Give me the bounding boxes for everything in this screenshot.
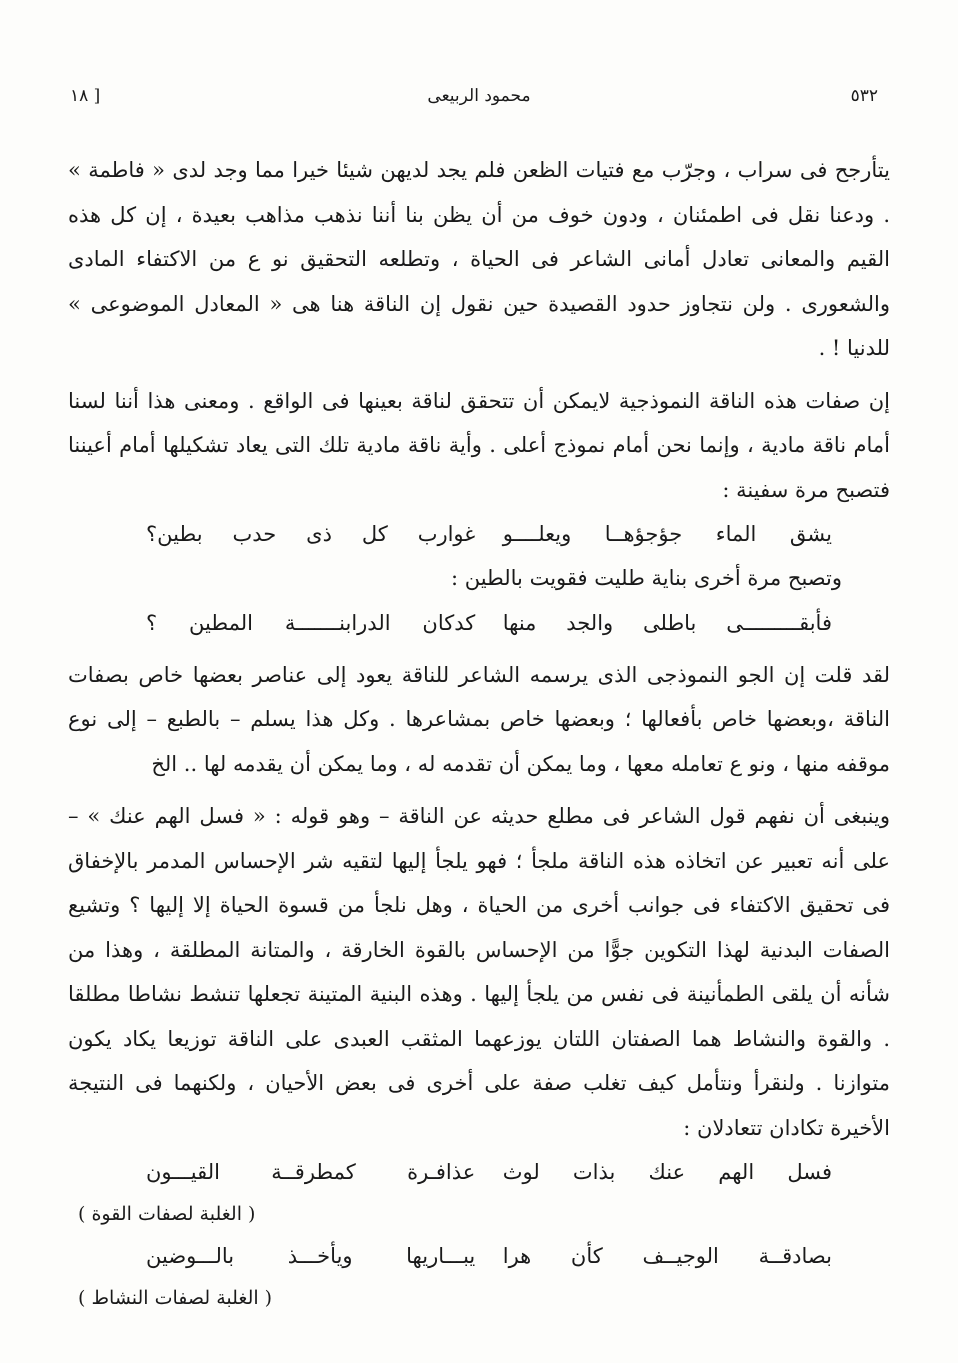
section-mark: [ ١٨ xyxy=(70,86,101,106)
verse-first-hemistich: يشق الماء جؤجؤهــا ويعلــــو xyxy=(502,522,832,546)
verse-first-hemistich: فأبقـــــــــى باطلى والجد منها xyxy=(502,610,832,635)
verse-first-hemistich: فسل الهم عنك بذات لوث xyxy=(502,1160,832,1184)
verse-note xyxy=(68,1278,890,1318)
paragraph: وينبغى أن نفهم قول الشاعر فى مطلع حديثه عن الناقة – وهو قوله : « فسل الهم عنك » – على أنه تعبير عن اتخاذه هذه الناقة ملجأ ؛ فهو يلجأ إليها لتقيه شر الإحساس المدمر بالإخفاق فى تحقيق الاكتفاء فى جوانب أخرى من الحياة ، وهل نلجأ من قسوة الحياة إلا إليها ؟ وتشيع الصفات البدنية لهذا التكوين جوًّا من الإحساس بالقوة الخارقة ، والمتانة المطلقة ، وهذا من شأنه أن يلقى الطمأنينة فى نفس من يلجأ إليها . وهذه البنية المتينة تجعلها تنشط نشاطا مطلقا . والقوة والنشاط هما الصفتان اللتان يوزعهما المثقب العبدى على الناقة توزيعا يكاد يكون متوازنا . ولنقرأ ونتأمل كيف تغلب صفة على أخرى فى بعض الأحيان ، ولكنهما فى النتيجة الأخيرة تكادان تتعادلان : xyxy=(68,804,890,1140)
running-header xyxy=(70,86,888,116)
verse-line xyxy=(68,512,890,556)
verse-note xyxy=(68,1194,890,1234)
verse-second-hemistich: غوارب كل ذى حدب بطين؟ xyxy=(146,522,476,546)
page-body xyxy=(68,148,890,1318)
verse-note-text: ( الغلبة لصفات القوة ) xyxy=(78,1203,256,1225)
verse-first-hemistich: بصادقــة الوجيــف كأن هرا xyxy=(502,1244,832,1268)
paragraph: لقد قلت إن الجو النموذجى الذى يرسمه الشاعر للناقة يعود إلى عناصر بعضها خاص بصفات الناقة ،وبعضها خاص بأفعالها ؛ وبعضها خاص بمشاعرها . وكل هذا يسلم – بالطبع – إلى نوع موقفه منها ، ونو ع تعامله معها ، وما يمكن أن تقدمه له ، وما يمكن أن يقدمه لها .. الخ xyxy=(68,662,890,776)
paragraph: وتصبح مرة أخرى بناية طليت فقويت بالطين : xyxy=(450,566,842,590)
verse-second-hemistich: يبـــاريها ويأخـــذ بالـــوضين xyxy=(146,1244,476,1268)
verse-line xyxy=(68,1150,890,1194)
verse-line xyxy=(68,1234,890,1278)
verse-line xyxy=(68,601,890,645)
paragraph: يتأرجح فى سراب ، وجرّب مع فتيات الظعن فلم يجد لديهن شيئا خيرا مما وجد لدى « فاطمة » . ودعنا نقل فى اطمئنان ، ودون خوف من أن يظن بنا أننا نذهب مذاهب بعيدة ، إن كل هذه القيم والمعانى تعادل أمانى الشاعر فى الحياة ، وتطلعه التحقيق نو ع من الاكتفاء المادى والشعورى . ولن نتجاوز حدود القصيدة حين نقول إن الناقة هنا هى « المعادل الموضوعى » للدنيا ! . xyxy=(68,158,890,360)
verse-second-hemistich: كدكان الدرابنـــــــة المطين ؟ xyxy=(146,610,476,635)
paragraph: إن صفات هذه الناقة النموذجية لايمكن أن تتحقق لناقة بعينها فى الواقع . ومعنى هذا أننا لسنا أمام ناقة مادية ، وإنما نحن أمام نموذج أعلى . وأية ناقة مادية تلك التى يعاد تشكيلها أمام أعيننا فتصبح مرة سفينة : xyxy=(68,388,890,502)
running-title: محمود الربيعى xyxy=(427,86,531,106)
page-number: ٥٣٢ xyxy=(850,86,878,106)
verse-note-text: ( الغلبة لصفات النشاط ) xyxy=(78,1287,273,1309)
verse-second-hemistich: عذافـرة كمطرقــة القيـــون xyxy=(146,1160,476,1184)
